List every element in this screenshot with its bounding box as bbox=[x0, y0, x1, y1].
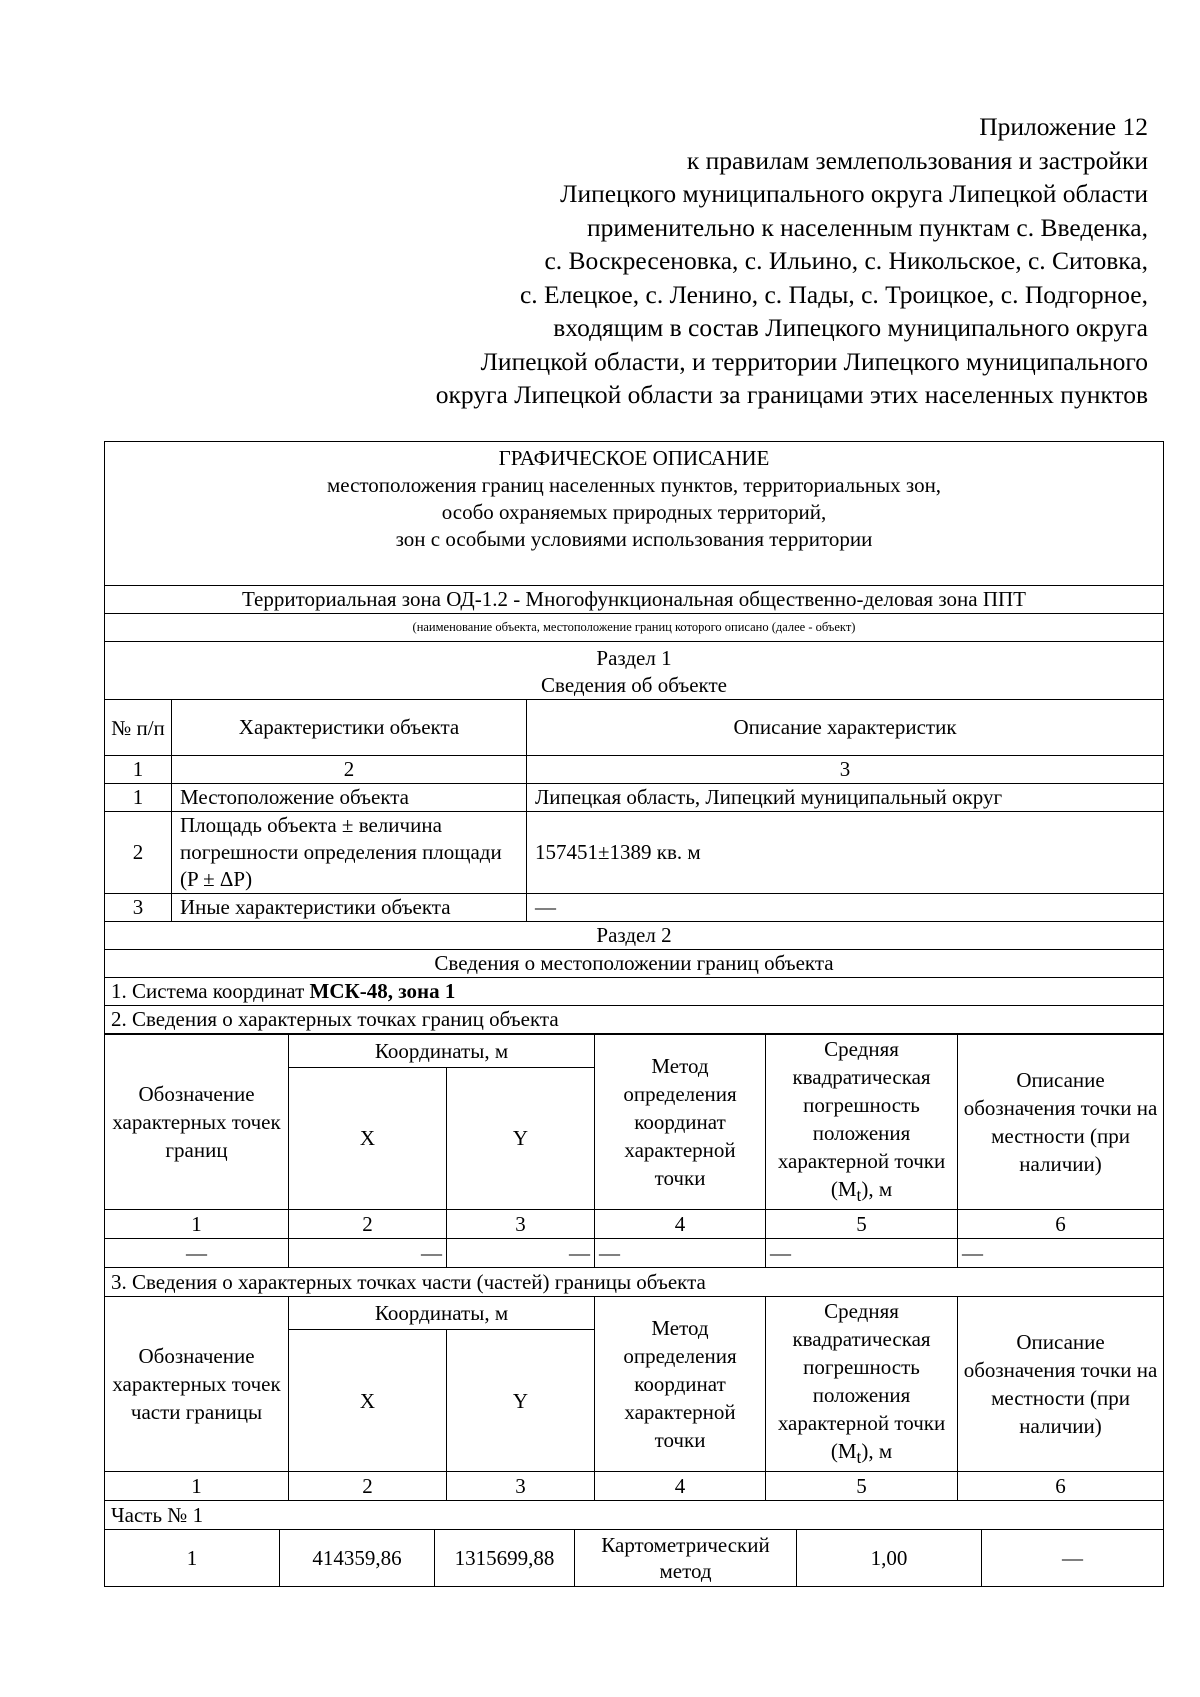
col-number: 6 bbox=[958, 1210, 1164, 1239]
row-value: — bbox=[527, 894, 1164, 922]
section1-title: Раздел 1 bbox=[596, 646, 672, 670]
points-header-coords: Координаты, м bbox=[289, 1035, 595, 1068]
zone-name: Территориальная зона ОД-1.2 - Многофункциональная общественно-деловая зона ППТ bbox=[105, 586, 1164, 614]
points-cell: — bbox=[595, 1239, 766, 1268]
col-number: 3 bbox=[447, 1210, 595, 1239]
part-point: 1 bbox=[105, 1530, 280, 1586]
header-line: Приложение 12 bbox=[979, 112, 1148, 141]
points-title: 2. Сведения о характерных точках границ объекта bbox=[105, 1006, 1164, 1034]
coord-system-prefix: 1. Система координат bbox=[111, 979, 310, 1003]
points-header-y: Y bbox=[447, 1067, 595, 1209]
part-header-designation: Обозначение характерных точек части границы bbox=[105, 1297, 289, 1472]
part-header-coords: Координаты, м bbox=[289, 1297, 595, 1330]
section2-subtitle: Сведения о местоположении границ объекта bbox=[105, 950, 1164, 978]
part-header-method: Метод определения координат характерной точки bbox=[595, 1297, 766, 1472]
section1-subtitle: Сведения об объекте bbox=[541, 673, 727, 697]
error-sub: t bbox=[856, 1447, 862, 1468]
header-line: применительно к населенным пунктам с. Введенка, bbox=[587, 212, 1148, 242]
row-value: 157451±1389 кв. м bbox=[527, 812, 1164, 894]
col-number: 1 bbox=[105, 756, 172, 784]
part-header-x: X bbox=[289, 1329, 447, 1471]
points-cell: — bbox=[958, 1239, 1164, 1268]
points-table bbox=[104, 1034, 1164, 1530]
header-line: к правилам землепользования и застройки bbox=[686, 145, 1148, 175]
zone-note: (наименование объекта, местоположение границ которого описано (далее - объект) bbox=[105, 614, 1164, 642]
col-number: 4 bbox=[595, 1210, 766, 1239]
title-line: местоположения границ населенных пунктов, территориальных зон, bbox=[326, 473, 942, 497]
points-header-description: Описание обозначения точки на местности (при наличии) bbox=[958, 1035, 1164, 1210]
title-line: особо охраняемых природных территорий, bbox=[441, 500, 827, 524]
col-number: 3 bbox=[447, 1472, 595, 1501]
part-error: 1,00 bbox=[797, 1530, 982, 1586]
points-cell: — bbox=[447, 1239, 595, 1268]
col-number: 1 bbox=[105, 1472, 289, 1501]
col-number: 1 bbox=[105, 1210, 289, 1239]
row-number: 3 bbox=[105, 894, 172, 922]
part-description: — bbox=[982, 1530, 1164, 1586]
part-x: 414359,86 bbox=[280, 1530, 435, 1586]
part-header-error bbox=[766, 1297, 958, 1472]
col-number: 5 bbox=[766, 1472, 958, 1501]
row-number: 2 bbox=[105, 812, 172, 894]
part-method: Картометрический метод bbox=[575, 1530, 797, 1586]
header-number: № п/п bbox=[105, 700, 172, 756]
col-number: 5 bbox=[766, 1210, 958, 1239]
header-line: с. Елецкое, с. Ленино, с. Пады, с. Троицкое, с. Подгорное, bbox=[519, 279, 1148, 309]
section1-table bbox=[104, 441, 1164, 1034]
header-line: Липецкой области, и территории Липецкого муниципального bbox=[480, 346, 1148, 376]
row-name: Площадь объекта ± величина погрешности определения площади (P ± ΔP) bbox=[172, 812, 527, 894]
part-rows-table bbox=[104, 1530, 1164, 1587]
points-header-designation: Обозначение характерных точек границ bbox=[105, 1035, 289, 1210]
header-line: с. Воскресеновка, с. Ильино, с. Никольское, с. Ситовка, bbox=[544, 246, 1148, 275]
col-number: 2 bbox=[172, 756, 527, 784]
part-header-y: Y bbox=[447, 1329, 595, 1471]
part-y: 1315699,88 bbox=[435, 1530, 575, 1586]
header-line: Липецкого муниципального округа Липецкой области bbox=[560, 179, 1148, 208]
points-cell: — bbox=[105, 1239, 289, 1268]
error-tail: ), м bbox=[861, 1177, 893, 1201]
header-characteristic: Характеристики объекта bbox=[172, 700, 527, 756]
section1-heading bbox=[105, 642, 1164, 700]
row-value: Липецкая область, Липецкий муниципальный округ bbox=[527, 784, 1164, 812]
error-text: Средняя квадратическая погрешность положения характерной точки (M bbox=[777, 1037, 946, 1201]
row-number: 1 bbox=[105, 784, 172, 812]
part-header-description: Описание обозначения точки на местности (при наличии) bbox=[958, 1297, 1164, 1472]
title-heading: ГРАФИЧЕСКОЕ ОПИСАНИЕ bbox=[498, 446, 770, 470]
error-tail: ), м bbox=[861, 1439, 893, 1464]
col-number: 2 bbox=[289, 1210, 447, 1239]
points-header-method: Метод определения координат характерной точки bbox=[595, 1035, 766, 1210]
col-number: 6 bbox=[958, 1472, 1164, 1501]
points-cell: — bbox=[289, 1239, 447, 1268]
col-number: 2 bbox=[289, 1472, 447, 1501]
col-number: 3 bbox=[527, 756, 1164, 784]
part-title: 3. Сведения о характерных точках части (частей) границы объекта bbox=[105, 1268, 1164, 1297]
points-cell: — bbox=[766, 1239, 958, 1268]
graphic-description-document bbox=[104, 441, 1163, 1587]
document-title bbox=[105, 442, 1164, 586]
points-header-x: X bbox=[289, 1067, 447, 1209]
col-number: 4 bbox=[595, 1472, 766, 1501]
header-description: Описание характеристик bbox=[527, 700, 1164, 756]
appendix-header bbox=[288, 110, 1148, 412]
section2-title: Раздел 2 bbox=[105, 922, 1164, 950]
coord-system bbox=[105, 978, 1164, 1006]
row-name: Местоположение объекта bbox=[172, 784, 527, 812]
row-name: Иные характеристики объекта bbox=[172, 894, 527, 922]
header-line: входящим в состав Липецкого муниципального округа bbox=[553, 313, 1148, 342]
title-line: зон с особыми условиями использования территории bbox=[395, 527, 873, 551]
error-text: Средняя квадратическая погрешность положения характерной точки (M bbox=[777, 1299, 946, 1464]
error-sub: t bbox=[856, 1185, 862, 1206]
coord-system-value: МСК-48, зона 1 bbox=[309, 979, 456, 1003]
part-label: Часть № 1 bbox=[105, 1501, 1164, 1530]
points-header-error bbox=[766, 1035, 958, 1210]
header-line: округа Липецкой области за границами этих населенных пунктов bbox=[435, 380, 1148, 409]
